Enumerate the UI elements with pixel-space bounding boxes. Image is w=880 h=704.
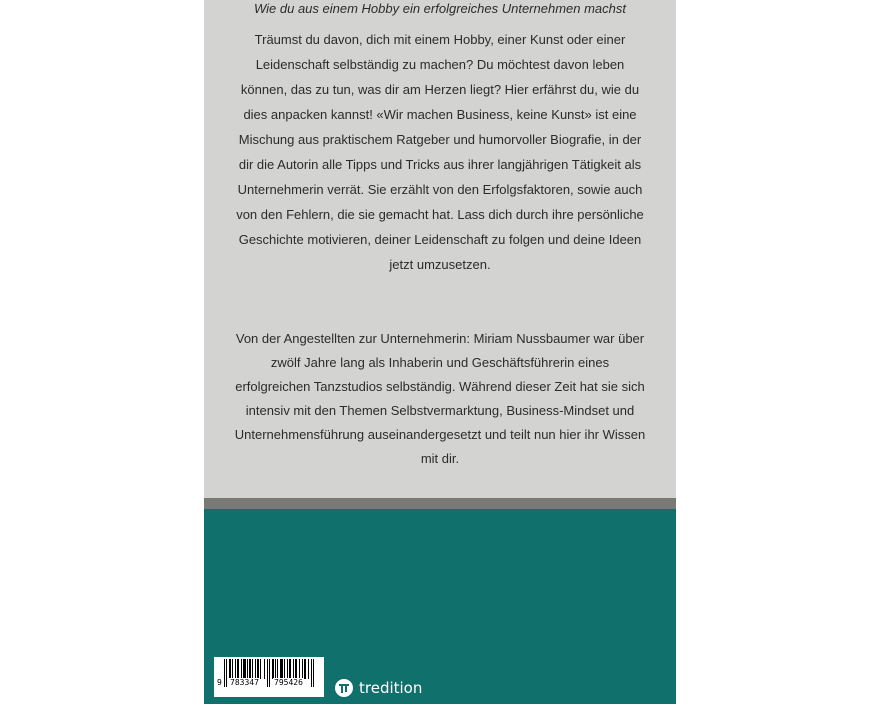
publisher-name: tredition <box>359 679 423 697</box>
author-bio-paragraph: Von der Angestellten zur Unternehmerin: Miriam Nussbaumer war über zwölf Jahre lang als Inhaberin und Geschäftsführerin eines erfolgreichen Tanzstudios selbständig. Während dieser Zeit hat sie sich intensiv mit den Themen Selbstvermarktung, Business-Mindset und Unternehmensführung auseinandergesetzt und teilt nun hier ihr Wissen mit dir. <box>234 331 646 466</box>
book-back-cover <box>204 0 676 704</box>
description-paragraph-1: Träumst du davon, dich mit einem Hobby, einer Kunst oder einer Leidenschaft selbständig zu machen? Du möchtest davon leben können, das zu tun, was dir am Herzen liegt? Hier erfährst du, wie du dies anpacken kannst! «Wir machen Business, keine Kunst» ist eine Mischung aus praktischem Ratgeber und humorvoller Biografie, in der dir die Autorin alle Tipps und Tricks aus ihrer langjährigen Tätigkeit als Unternehmerin verrät. Sie erzählt von den Erfolgsfaktoren, sowie auch von den Fehlern, die sie gemacht hat. Lass dich durch ihre persönliche Geschichte motivieren, deiner Leidenschaft zu folgen und deine Ideen jetzt umzusetzen. <box>236 32 644 272</box>
cover-footer <box>204 509 676 704</box>
divider-band <box>204 498 676 509</box>
book-subtitle: Wie du aus einem Hobby ein erfolgreiches Unternehmen machst <box>253 1 627 16</box>
barcode-digits-left: 783347 <box>230 678 259 687</box>
barcode-bars <box>214 657 324 697</box>
barcode-digits-right: 795426 <box>274 678 303 687</box>
isbn-barcode <box>214 657 324 697</box>
barcode-digit-first: 9 <box>217 678 222 687</box>
tredition-logo-icon <box>335 679 353 697</box>
publisher-logo <box>335 677 422 699</box>
